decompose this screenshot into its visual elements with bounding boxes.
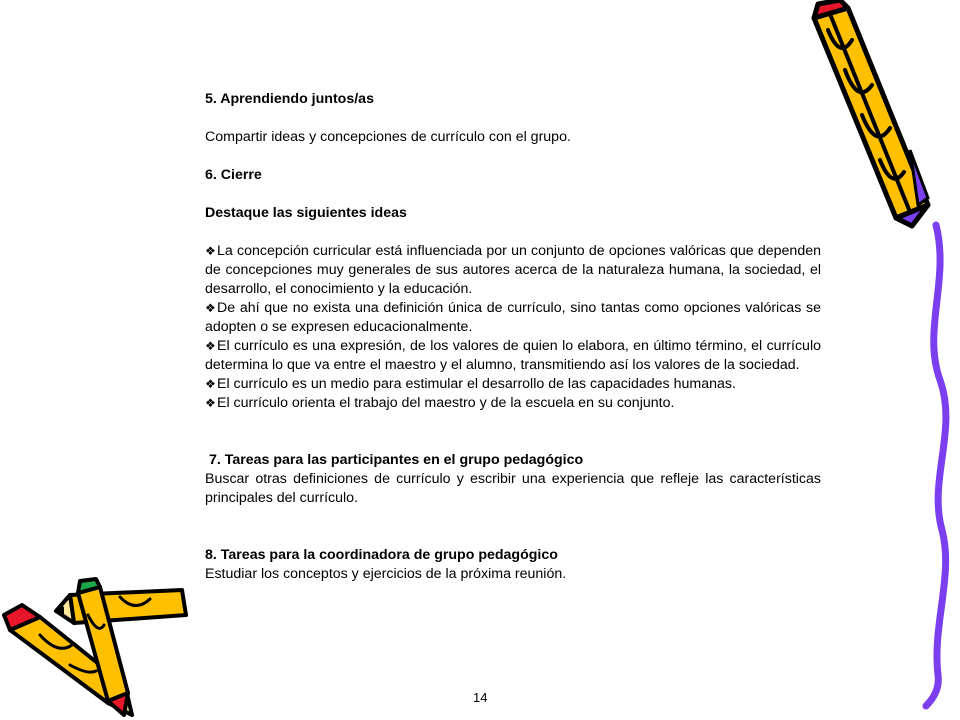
list-item: ❖De ahí que no exista una definición única de currículo, sino tantas como opciones valóricas se adopten o se expresen educacionalmente. — [205, 300, 821, 335]
diamond-bullet-icon: ❖ — [205, 377, 216, 391]
bullet-list — [205, 242, 821, 413]
diamond-bullet-icon: ❖ — [205, 339, 216, 353]
section-7-title: 7. Tareas para las participantes en el grupo pedagógico — [205, 452, 584, 468]
diamond-bullet-icon: ❖ — [205, 301, 216, 315]
section-6-title: 6. Cierre — [205, 167, 262, 183]
page-number: 14 — [473, 690, 488, 705]
section-8-title: 8. Tareas para la coordinadora de grupo pedagógico — [205, 547, 558, 563]
diamond-bullet-icon: ❖ — [205, 244, 216, 258]
section-8-text: Estudiar los conceptos y ejercicios de la próxima reunión. — [205, 566, 567, 582]
pencil-icon — [800, 0, 960, 720]
section-6-subtitle: Destaque las siguientes ideas — [205, 205, 407, 221]
list-item: ❖El currículo orienta el trabajo del maestro y de la escuela en su conjunto. — [205, 395, 675, 411]
section-7-text: Buscar otras definiciones de currículo y escribir una experiencia que refleje las características principales del currículo. — [205, 471, 821, 506]
section-5-text: Compartir ideas y concepciones de currículo con el grupo. — [205, 129, 571, 145]
list-item: ❖La concepción curricular está influenciada por un conjunto de opciones valóricas que dependen de concepciones muy generales de sus autores acerca de la naturaleza humana, la sociedad, el desarrollo, el conocimiento y la educación. — [205, 243, 821, 297]
list-item: ❖El currículo es una expresión, de los valores de quien lo elabora, en último término, el currículo determina lo que va entre el maestro y el alumno, transmitiendo así los valores de la sociedad. — [205, 338, 821, 373]
list-item: ❖El currículo es un medio para estimular el desarrollo de las capacidades humanas. — [205, 376, 736, 392]
diamond-bullet-icon: ❖ — [205, 396, 216, 410]
section-5-title: 5. Aprendiendo juntos/as — [205, 91, 374, 107]
pencils-icon — [0, 575, 195, 720]
document-body — [205, 90, 821, 584]
